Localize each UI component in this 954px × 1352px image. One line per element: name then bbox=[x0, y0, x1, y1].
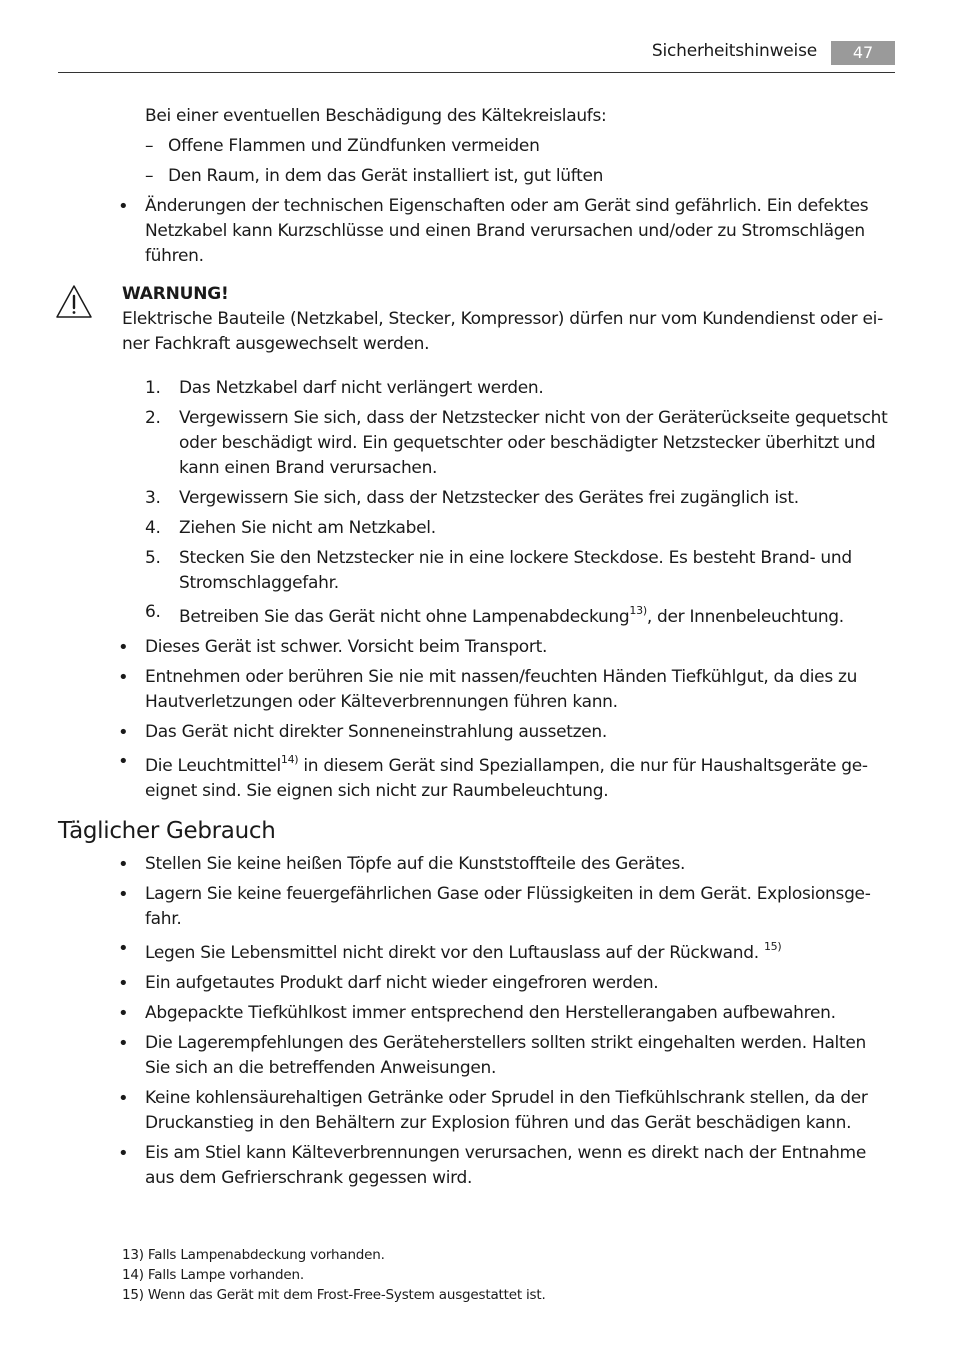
dash-item-text: Den Raum, in dem das Gerät installiert ist, gut lüften bbox=[168, 166, 604, 186]
bullet-item-text: Änderungen der technischen Eigenschaften oder am Gerät sind gefährlich. Ein defektes Netzkabel kann Kurzschlüsse und einen Brand verursachen und/oder zu Stromschlägen führen. bbox=[145, 196, 869, 266]
numbered-item-text-part: , der Innenbeleuchtung. bbox=[646, 607, 844, 627]
bullet-mark: • bbox=[118, 1033, 129, 1054]
dash-mark: – bbox=[145, 136, 154, 156]
section-heading: Täglicher Gebrauch bbox=[58, 818, 276, 844]
numbered-item-text: Vergewissern Sie sich, dass der Netzstecker des Gerätes frei zugänglich ist. bbox=[179, 488, 799, 508]
bullet-item-text: Die Lagerempfehlungen des Geräteherstellers sollten strikt eingehalten werden. Halten Sie sich an die betreffenden Anweisungen. bbox=[145, 1033, 866, 1078]
bullet-item-text-part: Legen Sie Lebensmittel nicht direkt vor den Luftauslass auf der Rückwand. bbox=[145, 943, 764, 963]
bullet-mark: • bbox=[118, 196, 129, 217]
bullet-mark: • bbox=[118, 722, 129, 743]
numbered-item-number: 1. bbox=[145, 378, 161, 398]
page-number: 47 bbox=[831, 41, 895, 65]
footnote-ref: 14) bbox=[280, 753, 299, 766]
numbered-item-number: 5. bbox=[145, 548, 161, 568]
numbered-item-text: Stecken Sie den Netzstecker nie in eine lockere Steckdose. Es besteht Brand- und Stromschlaggefahr. bbox=[179, 548, 852, 593]
numbered-item-text: Ziehen Sie nicht am Netzkabel. bbox=[179, 518, 436, 538]
bullet-mark: • bbox=[118, 1003, 129, 1024]
bullet-item-text bbox=[145, 754, 888, 804]
numbered-item-number: 6. bbox=[145, 602, 161, 622]
numbered-item-text bbox=[179, 605, 890, 630]
intro-text: Bei einer eventuellen Beschädigung des Kältekreislaufs: bbox=[145, 106, 607, 126]
bullet-mark: • bbox=[118, 637, 129, 658]
footnotes bbox=[122, 1245, 822, 1305]
bullet-mark: • bbox=[118, 973, 129, 994]
bullet-item-text: Lagern Sie keine feuergefährlichen Gase oder Flüssigkeiten in dem Gerät. Explosionsgefahr. bbox=[145, 884, 871, 929]
bullet-mark: • bbox=[118, 1088, 129, 1109]
bullet-mark: • bbox=[118, 667, 129, 688]
bullet-item-text: Eis am Stiel kann Kälteverbrennungen verursachen, wenn es direkt nach der Entnahme aus dem Gefrierschrank gegessen wird. bbox=[145, 1143, 866, 1188]
bullet-item bbox=[118, 194, 888, 270]
bullet-item-text: Dieses Gerät ist schwer. Vorsicht beim Transport. bbox=[145, 637, 548, 657]
dash-item-text: Offene Flammen und Zündfunken vermeiden bbox=[168, 136, 540, 156]
warning-title: WARNUNG! bbox=[122, 284, 229, 304]
numbered-item-text-part: Betreiben Sie das Gerät nicht ohne Lampenabdeckung bbox=[179, 607, 630, 627]
bullet-item-text: Stellen Sie keine heißen Töpfe auf die Kunststoffteile des Gerätes. bbox=[145, 854, 686, 874]
bullet-item-text: Keine kohlensäurehaltigen Getränke oder Sprudel in den Tiefkühlschrank stellen, da der Druckanstieg in den Behältern zur Explosion führen und das Gerät beschädigen kann. bbox=[145, 1088, 868, 1133]
bullet-item-text: Das Gerät nicht direkter Sonneneinstrahlung aussetzen. bbox=[145, 722, 608, 742]
bullet-item-text: Abgepackte Tiefkühlkost immer entsprechend den Herstellerangaben aufbewahren. bbox=[145, 1003, 836, 1023]
bullet-item-text-part: Die Leuchtmittel bbox=[145, 756, 281, 776]
bullet-item-text bbox=[145, 941, 888, 966]
header-title: Sicherheitshinweise bbox=[651, 41, 817, 61]
footnote: 15) Wenn das Gerät mit dem Frost-Free-System ausgestattet ist. bbox=[122, 1287, 546, 1303]
bullet-mark: • bbox=[118, 884, 129, 905]
numbered-item-number: 2. bbox=[145, 408, 161, 428]
bullet-item-text: Ein aufgetautes Produkt darf nicht wieder eingefroren werden. bbox=[145, 973, 659, 993]
numbered-item-number: 3. bbox=[145, 488, 161, 508]
page-header bbox=[58, 38, 895, 73]
footnote-ref: 13) bbox=[629, 604, 647, 617]
numbered-item-text: Das Netzkabel darf nicht verlängert werden. bbox=[179, 378, 544, 398]
footnote-ref: 15) bbox=[763, 940, 782, 953]
bullet-mark: • bbox=[118, 751, 129, 772]
numbered-item-number: 4. bbox=[145, 518, 161, 538]
warning-triangle-icon bbox=[55, 284, 93, 320]
numbered-item-text: Vergewissern Sie sich, dass der Netzstecker nicht von der Geräterückseite gequetscht oder beschädigt wird. Ein gequetschter oder beschädigter Netzstecker überhitzt und kann einen Brand verursachen. bbox=[179, 408, 888, 478]
dash-mark: – bbox=[145, 166, 154, 186]
footnote: 14) Falls Lampe vorhanden. bbox=[122, 1267, 304, 1283]
footnote: 13) Falls Lampenabdeckung vorhanden. bbox=[122, 1247, 385, 1263]
bullet-mark: • bbox=[118, 854, 129, 875]
bullet-item-text: Entnehmen oder berühren Sie nie mit nassen/feuchten Händen Tiefkühlgut, da dies zu Hautverletzungen oder Kälteverbrennungen führen kann. bbox=[145, 667, 858, 712]
warning-text: Elektrische Bauteile (Netzkabel, Stecker, Kompressor) dürfen nur vom Kundendienst oder einer Fachkraft ausgewechselt werden. bbox=[122, 309, 884, 354]
bullet-mark: • bbox=[118, 938, 129, 959]
bullet-mark: • bbox=[118, 1143, 129, 1164]
bullet-item-text-part: in diesem Gerät sind Speziallampen, die nur für Haushaltsgeräte geeignet sind. Sie eignen sich nicht zur Raumbeleuchtung. bbox=[145, 756, 869, 801]
